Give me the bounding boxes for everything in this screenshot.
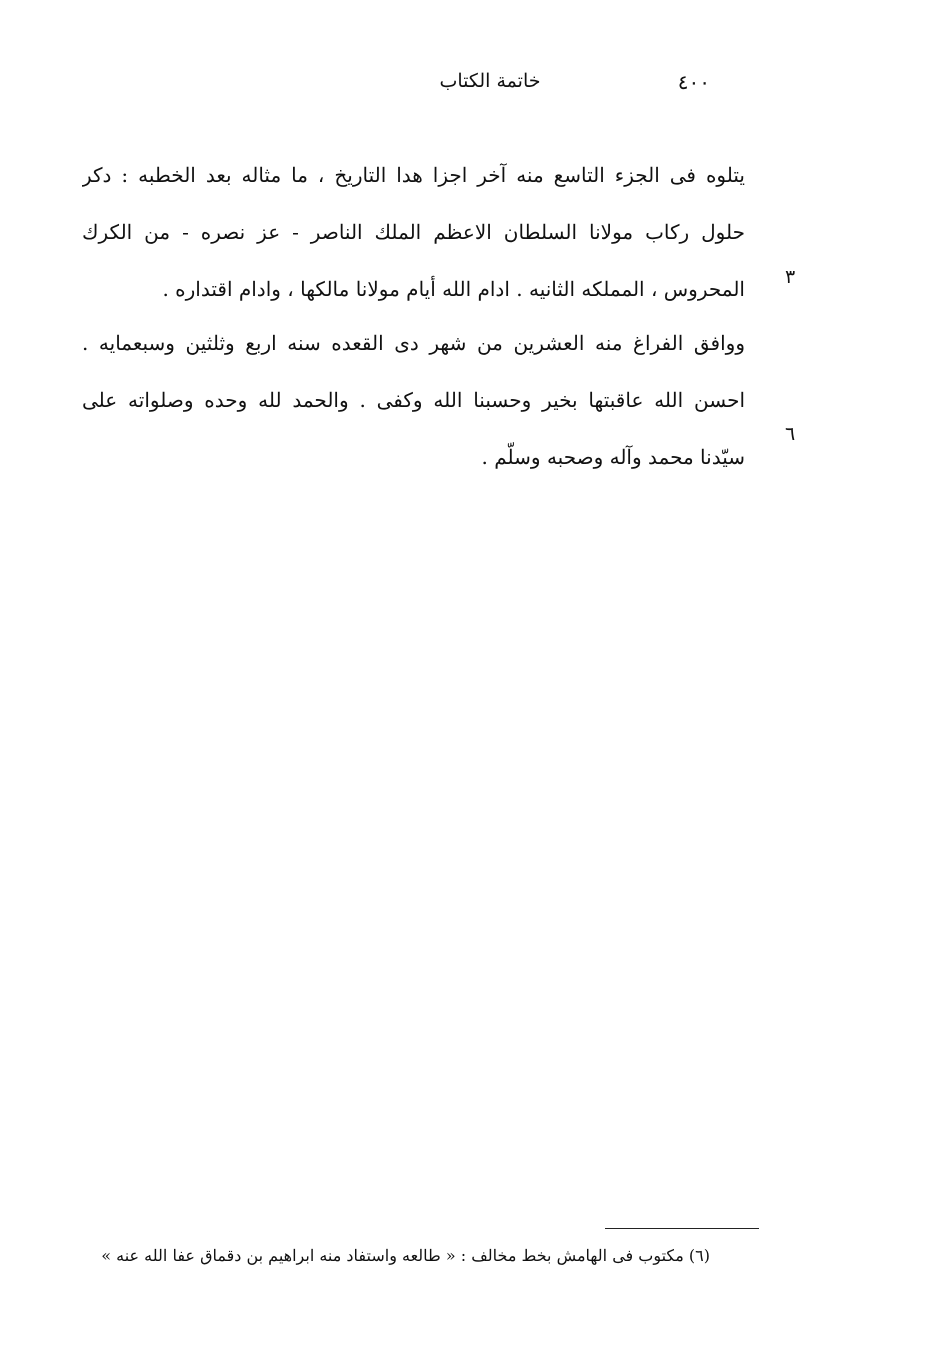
text-line: حلول ركاب مولانا السلطان الاعظم الملك الناصر - عز نصره - من الكرك [82,220,745,244]
paragraph-colophon-next-volume [82,147,745,318]
line-number-6: ٦ [785,423,796,445]
text-line: يتلوه فى الجزء التاسع منه آخر اجزا هدا التاريخ ، ما مثاله بعد الخطبه : دكر [82,163,745,187]
text-line: المحروس ، المملكه الثانيه . ادام الله أيام مولانا مالكها ، وادام اقتداره . [162,277,745,301]
text-line: سيّدنا محمد وآله وصحبه وسلّم . [481,445,745,469]
running-header [80,66,740,102]
footnote: (٦) مكتوب فى الهامش بخط مخالف : « طالعه واستفاد منه ابراهيم بن دقماق عفا الله عنه » [101,1246,710,1265]
page-number: ٤٠٠ [677,70,710,94]
text-line: ووافق الفراغ منه العشرين من شهر دى القعده سنه اربع وثلثين وسبعمايه . [82,331,745,355]
paragraph-completion-date [82,315,745,486]
header-title: خاتمة الكتاب [439,70,541,92]
text-line: احسن الله عاقبتها بخير وحسبنا الله وكفى . والحمد لله وحده وصلواته على [82,388,745,412]
footnote-divider [605,1228,759,1229]
line-number-3: ٣ [785,266,796,288]
